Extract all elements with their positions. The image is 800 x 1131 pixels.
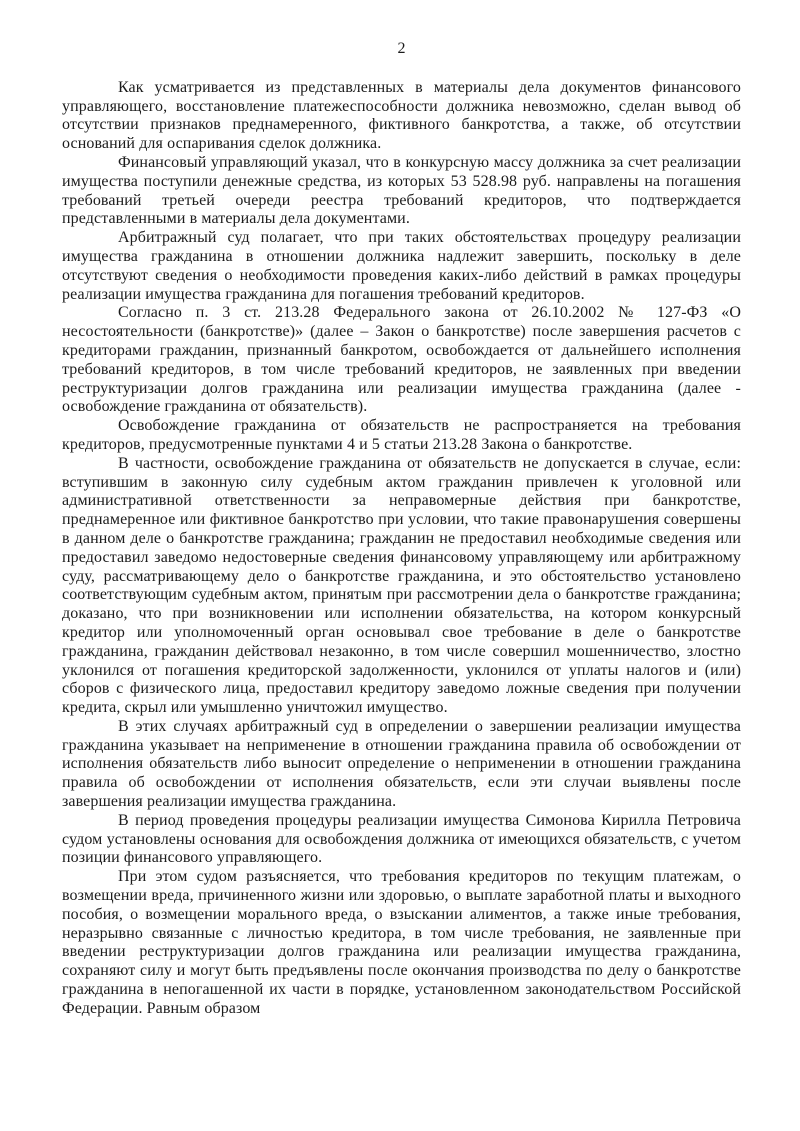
paragraph: При этом судом разъясняется, что требования кредиторов по текущим платежам, о возмещении вреда, причиненного жизни или здоровью, о выплате заработной платы и выходного пособия, о возмещении морального вреда, о взыскании алиментов, а также иные требования, неразрывно связанные с личностью кредитора, в том числе требования, не заявленные при введении реструктуризации долгов гражданина или реализации имущества гражданина, сохраняют силу и могут быть предъявлены после окончания производства по делу о банкротстве гражданина в непогашенной их части в порядке, установленном законодательством Российской Федерации. Равным образом — [62, 868, 741, 1017]
paragraph: В частности, освобождение гражданина от обязательств не допускается в случае, если: вступившим в законную силу судебным актом гражданин привлечен к уголовной или административной ответственности за неправомерные действия при банкротстве, преднамеренное или фиктивное банкротство при условии, что такие правонарушения совершены в данном деле о банкротстве гражданина; гражданин не предоставил необходимые сведения или предоставил заведомо недостоверные сведения финансовому управляющему или арбитражному суду, рассматривающему дело о банкротстве гражданина, и это обстоятельство установлено соответствующим судебным актом, принятым при рассмотрении дела о банкротстве гражданина; доказано, что при возникновении или исполнении обязательства, на котором конкурсный кредитор или уполномоченный орган основывал свое требование в деле о банкротстве гражданина, гражданин действовал незаконно, в том числе совершил мошенничество, злостно уклонился от погашения кредиторской задолженности, уклонился от уплаты налогов и (или) сборов с физического лица, предоставил кредитору заведомо ложные сведения при получении кредита, скрыл или умышленно уничтожил имущество. — [62, 454, 741, 717]
paragraph: Как усматривается из представленных в материалы дела документов финансового управляющего, восстановление платежеспособности должника невозможно, сделан вывод об отсутствии признаков преднамеренного, фиктивного банкротства, а также, об отсутствии оснований для оспаривания сделок должника. — [62, 78, 741, 153]
paragraph: В этих случаях арбитражный суд в определении о завершении реализации имущества гражданина указывает на неприменение в отношении гражданина правила об освобождении от исполнения обязательств либо выносит определение о неприменении в отношении гражданина правила об освобождении от исполнения обязательств, если эти случаи выявлены после завершения реализации имущества гражданина. — [62, 717, 741, 811]
paragraph: Арбитражный суд полагает, что при таких обстоятельствах процедуру реализации имущества гражданина в отношении должника надлежит завершить, поскольку в деле отсутствуют сведения о необходимости проведения каких-либо действий в рамках процедуры реализации имущества гражданина для погашения требований кредиторов. — [62, 229, 741, 303]
page-number: 2 — [397, 40, 406, 57]
paragraph: Финансовый управляющий указал, что в конкурсную массу должника за счет реализации имущества поступили денежные средства, из которых 53 528.98 руб. направлены на погашения требований третьей очереди реестра требований кредиторов, что подтверждается представленными в материалы дела документами. — [62, 153, 741, 228]
paragraph: Согласно п. 3 ст. 213.28 Федерального закона от 26.10.2002 № 127-ФЗ «О несостоятельности (банкротстве)» (далее – Закон о банкротстве) после завершения расчетов с кредиторами гражданин, признанный банкротом, освобождается от дальнейшего исполнения требований кредиторов, в том числе требований кредиторов, не заявленных при введении реструктуризации долгов гражданина или реализации имущества гражданина (далее - освобождение гражданина от обязательств). — [62, 304, 741, 416]
paragraph: Освобождение гражданина от обязательств не распространяется на требования кредиторов, предусмотренные пунктами 4 и 5 статьи 213.28 Закона о банкротстве. — [62, 417, 741, 453]
paragraph: В период проведения процедуры реализации имущества Симонова Кирилла Петровича судом установлены основания для освобождения должника от имеющихся обязательств, с учетом позиции финансового управляющего. — [62, 811, 741, 867]
